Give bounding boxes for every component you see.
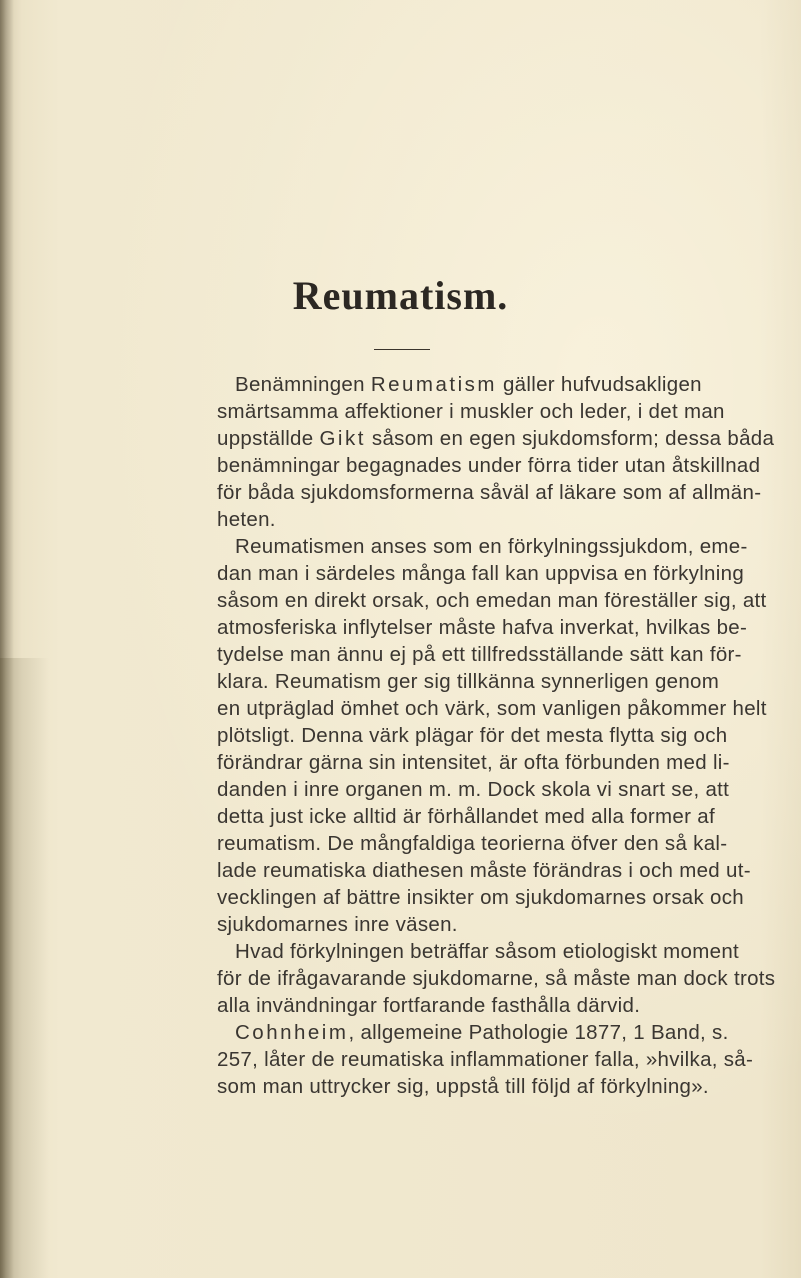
text-line (235, 938, 739, 965)
text-segment: reumatism. De mångfaldiga teorierna öfver den så kal- (217, 832, 728, 855)
text-line (235, 371, 702, 398)
text-line (235, 533, 748, 560)
text-segment: vecklingen af bättre insikter om sjukdomarnes orsak och (217, 886, 744, 909)
text-segment: atmosferiska inflytelser måste hafva inverkat, hvilkas be- (217, 616, 748, 639)
text-line (217, 506, 276, 533)
text-line (217, 398, 725, 425)
text-segment: detta just icke alltid är förhållandet med alla former af (217, 805, 715, 828)
text-line (217, 776, 729, 803)
text-segment: såsom en egen sjukdomsform; dessa båda (365, 427, 775, 450)
text-segment: en utpräglad ömhet och värk, som vanligen påkommer helt (217, 697, 767, 720)
text-line (217, 722, 727, 749)
text-line (235, 1019, 729, 1046)
text-line (217, 749, 730, 776)
text-line (217, 857, 751, 884)
text-segment: sjukdomarnes inre väsen. (217, 913, 458, 936)
text-line (217, 479, 761, 506)
text-line (217, 911, 458, 938)
emphasized-term: Gikt (319, 427, 366, 450)
text-segment: , allgemeine Pathologie 1877, 1 Band, s. (348, 1021, 729, 1044)
text-segment: förändrar gärna sin intensitet, är ofta förbunden med li- (217, 751, 730, 774)
text-line (217, 641, 742, 668)
text-line (217, 830, 727, 857)
text-line (217, 1073, 709, 1100)
text-segment: som man uttrycker sig, uppstå till följd af förkylning». (217, 1075, 709, 1098)
text-line (217, 560, 744, 587)
emphasized-term: Reumatism (370, 373, 497, 396)
text-segment: alla invändningar fortfarande fasthålla därvid. (217, 994, 641, 1017)
text-line (217, 587, 767, 614)
text-segment: smärtsamma affektioner i muskler och leder, i det man (217, 400, 725, 423)
text-line (217, 1046, 753, 1073)
emphasized-term: Cohnheim (235, 1021, 349, 1044)
text-segment: såsom en direkt orsak, och emedan man föreställer sig, att (217, 589, 767, 612)
text-segment: tydelse man ännu ej på ett tillfredsställande sätt kan för- (217, 643, 742, 666)
text-segment: dan man i särdeles många fall kan uppvisa en förkylning (217, 562, 745, 585)
text-segment: gäller hufvudsakligen (496, 373, 702, 396)
text-segment: plötsligt. Denna värk plägar för det mesta flytta sig och (217, 724, 728, 747)
text-segment: för de ifrågavarande sjukdomarne, så måste man dock trots (217, 967, 776, 990)
page-edge-shadow (0, 658, 70, 1278)
text-line (217, 668, 719, 695)
text-line (217, 992, 640, 1019)
text-segment: uppställde (217, 427, 320, 450)
text-line (217, 452, 760, 479)
text-segment: danden i inre organen m. m. Dock skola vi snart se, att (217, 778, 730, 801)
text-segment: lade reumatiska diathesen måste förändras i och med ut- (217, 859, 751, 882)
text-segment: klara. Reumatism ger sig tillkänna synnerligen genom (217, 670, 720, 693)
chapter-title: Reumatism. (292, 273, 509, 318)
text-line (217, 425, 774, 452)
text-segment: heten. (217, 508, 276, 531)
text-line (217, 695, 767, 722)
text-line (217, 803, 715, 830)
text-segment: för båda sjukdomsformerna såväl af läkare som af allmän- (217, 481, 762, 504)
text-line (217, 884, 744, 911)
text-segment: benämningar begagnades under förra tider utan åtskillnad (217, 454, 761, 477)
text-segment: Hvad förkylningen beträffar såsom etiologiskt moment (235, 940, 740, 963)
text-line (217, 614, 747, 641)
text-segment: Reumatismen anses som en förkylningssjukdom, eme- (235, 535, 748, 558)
text-segment: Benämningen (235, 373, 371, 396)
text-line (217, 965, 775, 992)
text-segment: 257, låter de reumatiska inflammationer falla, »hvilka, så- (217, 1048, 754, 1071)
title-rule (374, 349, 430, 350)
